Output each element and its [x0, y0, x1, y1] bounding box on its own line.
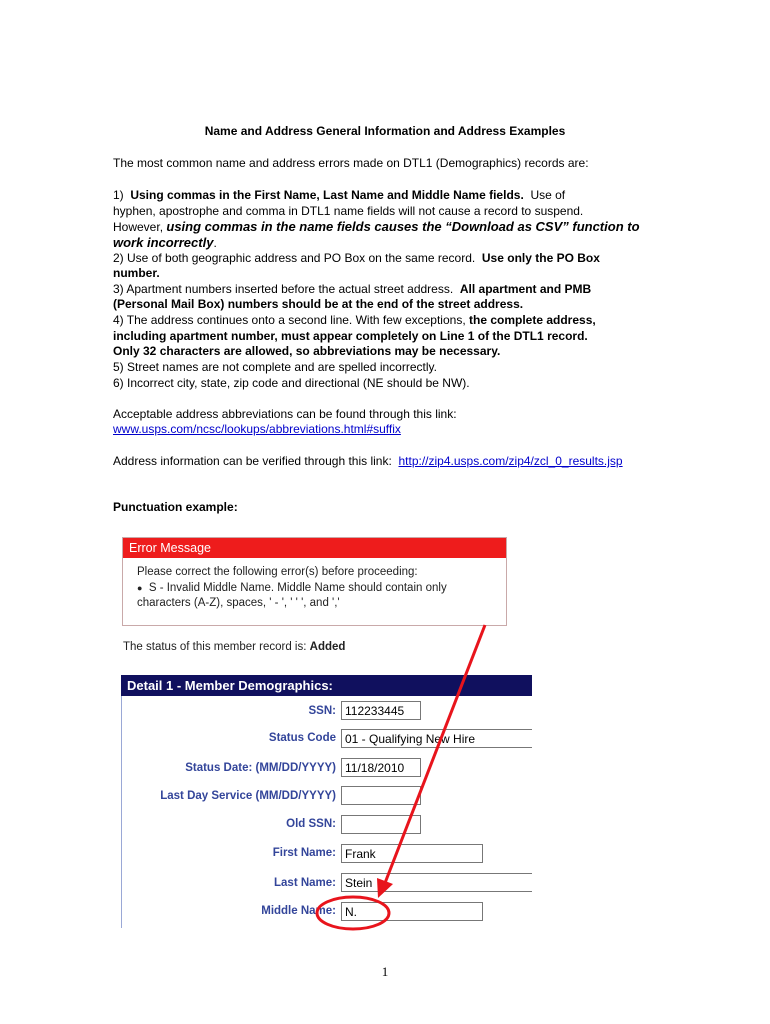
item-1-period: .	[213, 236, 217, 250]
bullet-icon: ●	[137, 582, 143, 593]
item-5: 5) Street names are not complete and are spelled incorrectly.	[113, 360, 437, 374]
last-name-label: Last Name:	[274, 877, 336, 889]
abbreviations-text: Acceptable address abbreviations can be found through this link:	[113, 407, 457, 421]
abbreviations-link[interactable]: www.usps.com/ncsc/lookups/abbreviations.html#suffix	[113, 422, 401, 436]
verify-link[interactable]: http://zip4.usps.com/zip4/zcl_0_results.jsp	[398, 454, 623, 468]
annotation-arrow-line	[385, 625, 485, 883]
document-title: Name and Address General Information and Address Examples	[204, 124, 566, 138]
item-3-bold-line-2: (Personal Mail Box) numbers should be at the end of the street address.	[113, 297, 524, 311]
error-message-title: Error Message	[123, 538, 506, 558]
last-day-service-label: Last Day Service (MM/DD/YYYY)	[160, 790, 336, 802]
item-1-bold-italic-2: work incorrectly	[113, 235, 214, 250]
item-1-text-a: Use of	[530, 188, 566, 202]
annotation-arrowhead-icon	[377, 878, 393, 898]
error-detail: S - Invalid Middle Name. Middle Name should contain only	[148, 581, 447, 594]
status-prefix: The status of this member record is:	[123, 641, 307, 653]
item-1-bold: Using commas in the First Name, Last Name and Middle Name fields.	[130, 188, 524, 202]
error-line-3: characters (A-Z), spaces, ' - ', ' ' ', and ','	[137, 597, 340, 609]
old-ssn-label: Old SSN:	[286, 818, 336, 830]
item-4-text: 4) The address continues onto a second line. With few exceptions,	[113, 313, 466, 327]
item-4-bold-line-3: Only 32 characters are allowed, so abbreviations may be necessary.	[113, 344, 501, 358]
punctuation-heading: Punctuation example:	[113, 500, 238, 514]
ssn-input[interactable]: 112233445	[341, 701, 421, 720]
item-3-text: 3) Apartment numbers inserted before the actual street address.	[113, 282, 454, 296]
item-1-however: However,	[113, 220, 164, 234]
first-name-input[interactable]: Frank	[341, 844, 483, 863]
item-4-bold: the complete address,	[469, 313, 596, 327]
item-2-text: 2) Use of both geographic address and PO Box on the same record.	[113, 251, 476, 265]
status-date-input[interactable]: 11/18/2010	[341, 758, 421, 777]
last-name-input[interactable]: Stein	[341, 873, 532, 892]
page-number: 1	[381, 964, 389, 979]
item-3-bold: All apartment and PMB	[459, 282, 592, 296]
middle-name-label: Middle Name:	[261, 905, 336, 917]
detail-header: Detail 1 - Member Demographics:	[121, 675, 532, 696]
intro-text: The most common name and address errors made on DTL1 (Demographics) records are:	[113, 156, 589, 170]
item-4-bold-line-2: including apartment number, must appear completely on Line 1 of the DTL1 record.	[113, 329, 588, 343]
middle-name-input[interactable]: N.	[341, 902, 483, 921]
item-1-number: 1)	[113, 188, 124, 202]
first-name-label: First Name:	[272, 847, 336, 859]
status-code-label: Status Code	[268, 732, 336, 744]
item-1-bold-italic: using commas in the name fields causes the “Download as CSV” function to	[166, 219, 640, 234]
item-1-line-2: hyphen, apostrophe and comma in DTL1 name fields will not cause a record to suspend.	[113, 204, 584, 218]
ssn-label: SSN:	[308, 705, 336, 717]
item-2-bold: Use only the PO Box	[481, 251, 600, 265]
status-date-label: Status Date: (MM/DD/YYYY)	[185, 762, 336, 774]
status-value: Added	[309, 641, 346, 653]
status-code-select[interactable]: 01 - Qualifying New Hire	[341, 729, 532, 748]
item-2-bold-line-2: number.	[113, 266, 160, 280]
error-line-1: Please correct the following error(s) before proceeding:	[137, 566, 418, 578]
item-6: 6) Incorrect city, state, zip code and directional (NE should be NW).	[113, 376, 470, 390]
annotation-circle-icon	[317, 897, 389, 929]
verify-text: Address information can be verified through this link:	[113, 454, 392, 468]
